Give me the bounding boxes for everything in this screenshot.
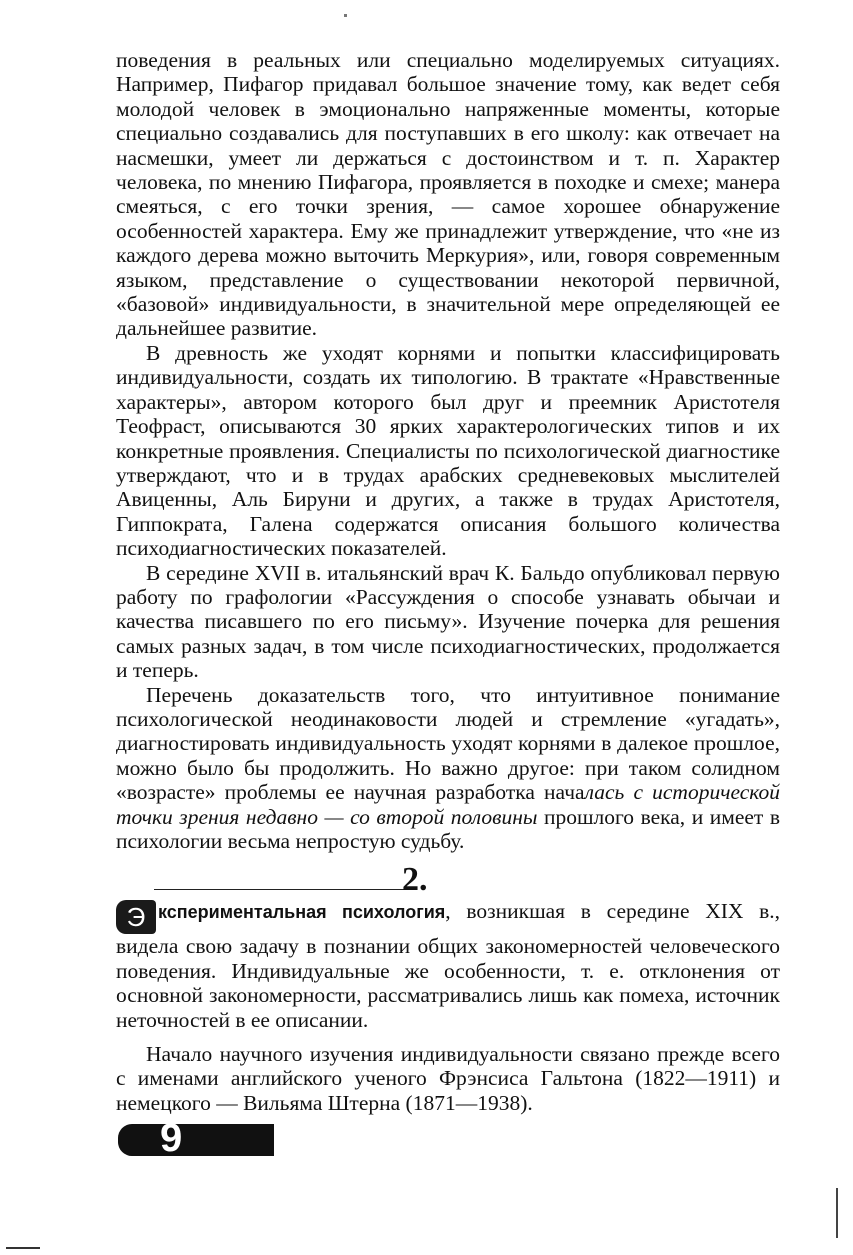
corner-mark	[6, 1247, 40, 1249]
section-heading	[116, 863, 780, 899]
section-lead-term: кспериментальная психология	[158, 902, 446, 923]
paragraph-4	[116, 683, 780, 854]
paragraph-4-text: Перечень доказательств того, что интуитивное понимание психологической неодинаковости людей и стремление «угадать», диагностировать индивидуальность уходят корнями в далекое прошлое, можно было бы продолжить. Но важно другое: при таком солидном «возрасте» проблемы ее научная разработка нача	[116, 682, 780, 805]
page-number-bar	[118, 1124, 274, 1156]
section-number: 2.	[402, 861, 428, 899]
paragraph-4-end: прошлого века, и имеет в психологии весьма непростую судьбу.	[116, 804, 780, 853]
page-body	[116, 48, 780, 1115]
page-number: 9	[160, 1116, 183, 1160]
paragraph-4-italic: лась с исторической точки зрения недавно — со второй половины	[116, 780, 780, 829]
paragraph-1: поведения в реальных или специально моделируемых ситуациях. Например, Пифагор придавал большое значение тому, как ведет себя молодой человек в эмоционально напряженные моменты, которые специально создавались для поступавших в его школу: как отвечает на насмешки, умеет ли держаться с достоинством и т. п. Характер человека, по мнению Пифагора, проявляется в походке и смехе; манера смеяться, с его точки зрения, — самое хорошее обнаружение особенностей характера. Ему же принадлежит утверждение, что «не из каждого дерева можно выточить Меркурия», или, говоря современным языком, представление о существовании некоторой первичной, «базовой» индивидуальности, в значительной мере определяющей ее дальнейшее развитие.	[116, 48, 780, 341]
margin-mark	[836, 1188, 838, 1238]
section-rule	[154, 889, 410, 890]
paragraph-2: В древность же уходят корнями и попытки классифицировать индивидуальности, создать их типологию. В трактате «Нравственные характеры», автором которого был друг и преемник Аристотеля Теофраст, описываются 30 ярких характерологических типов и их конкретные проявления. Специалисты по психологической диагностике утверждают, что и в трудах арабских средневековых мыслителей Авиценны, Аль Бируни и других, а также в трудах Аристотеля, Гиппократа, Галена содержатся описания большого количества психодиагностических показателей.	[116, 340, 780, 561]
drop-cap: Э	[116, 900, 156, 934]
paragraph-6: Начало научного изучения индивидуальности связано прежде всего с именами английского ученого Фрэнсиса Гальтона (1822—1911) и немецкого — Вильяма Штерна (1871—1938).	[116, 1042, 780, 1115]
paragraph-5	[116, 899, 780, 1032]
scan-speck	[344, 14, 347, 17]
paragraph-5-text: , возникшая в середине XIX в., видела свою задачу в познании общих закономерностей человеческого поведения. Индивидуальные же особенности, т. е. отклонения от основной закономерности, рассматривались лишь как помеха, источник неточностей в ее описании.	[116, 899, 781, 1032]
paragraph-3: В середине XVII в. итальянский врач К. Бальдо опубликовал первую работу по графологии «Рассуждения о способе узнавать обычаи и качества писавшего по его письму». Изучение почерка для решения самых разных задач, в том числе психодиагностических, продолжается и теперь.	[116, 560, 780, 683]
